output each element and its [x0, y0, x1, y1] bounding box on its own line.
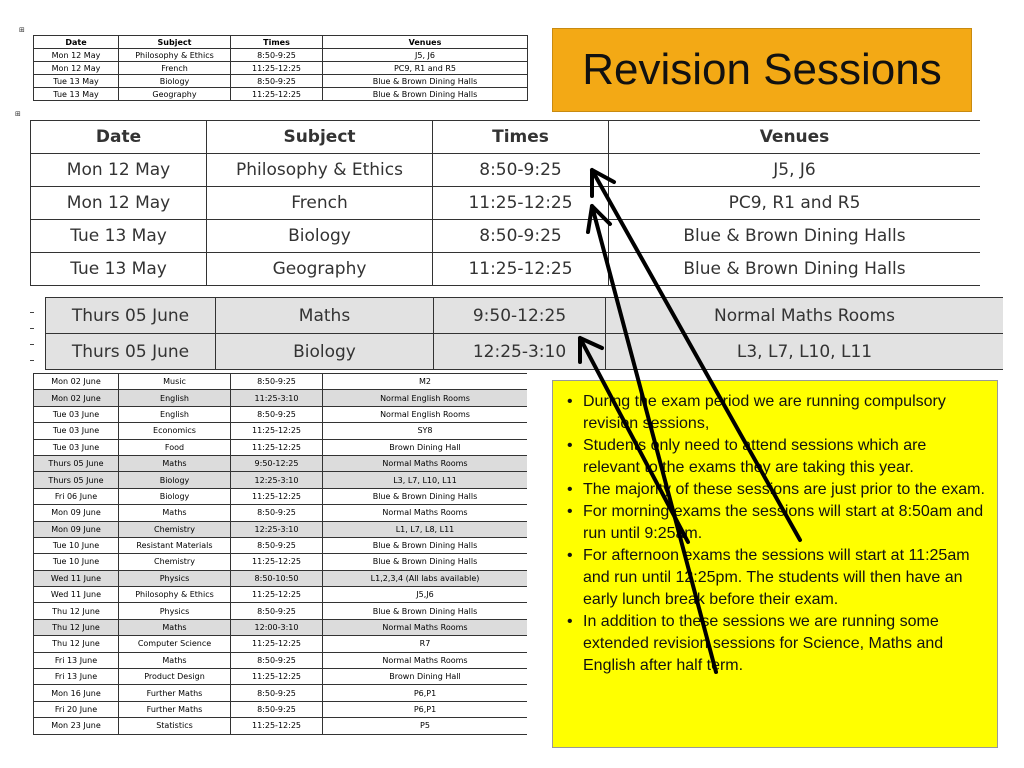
- cell-date: Fri 06 June: [34, 488, 119, 504]
- table-row: [34, 472, 528, 488]
- cell-times: 11:25-12:25: [231, 423, 323, 439]
- cell-times: 12:00-3:10: [231, 619, 323, 635]
- table-row: [34, 701, 528, 717]
- cell-subject: Chemistry: [119, 554, 231, 570]
- cell-venue: Blue & Brown Dining Halls: [323, 603, 528, 619]
- list-item: • The majority of these sessions are just prior to the exam.: [563, 479, 987, 501]
- table-row: [34, 603, 528, 619]
- cell-subject: Maths: [119, 455, 231, 471]
- cell-subject: Philosophy & Ethics: [207, 154, 433, 187]
- cell-venue: Normal English Rooms: [323, 406, 528, 422]
- cell-date: Mon 23 June: [34, 718, 119, 734]
- cell-date: Wed 11 June: [34, 587, 119, 603]
- cell-date: Mon 16 June: [34, 685, 119, 701]
- header-times: Times: [231, 36, 323, 49]
- table-row: [34, 423, 528, 439]
- cell-date: Thurs 05 June: [34, 472, 119, 488]
- cell-subject: Geography: [119, 88, 231, 101]
- table-row: [34, 374, 528, 390]
- cell-date: Fri 13 June: [34, 652, 119, 668]
- table-edge-tick: [30, 360, 34, 361]
- cell-venue: Blue & Brown Dining Halls: [323, 537, 528, 553]
- top-schedule-table: [33, 35, 528, 101]
- cell-subject: Further Maths: [119, 685, 231, 701]
- cell-subject: Chemistry: [119, 521, 231, 537]
- cell-subject: Further Maths: [119, 701, 231, 717]
- cell-venue: J5, J6: [609, 154, 981, 187]
- cell-date: Thurs 05 June: [46, 334, 216, 370]
- cell-venue: Normal Maths Rooms: [606, 298, 1004, 334]
- table-row: [34, 505, 528, 521]
- cell-times: 11:25-12:25: [433, 187, 609, 220]
- table-row: [34, 669, 528, 685]
- cell-times: 8:50-9:25: [231, 374, 323, 390]
- table-row: [34, 718, 528, 734]
- cell-subject: Music: [119, 374, 231, 390]
- table-row: [34, 521, 528, 537]
- cell-date: Thurs 05 June: [46, 298, 216, 334]
- cell-times: 8:50-9:25: [231, 603, 323, 619]
- table-row: [34, 406, 528, 422]
- cell-date: Tue 13 May: [34, 88, 119, 101]
- cell-subject: Biology: [207, 220, 433, 253]
- cell-times: 12:25-3:10: [231, 472, 323, 488]
- cell-subject: Maths: [119, 652, 231, 668]
- cell-subject: Philosophy & Ethics: [119, 49, 231, 62]
- cell-date: Mon 02 June: [34, 374, 119, 390]
- cell-date: Tue 10 June: [34, 537, 119, 553]
- cell-subject: Biology: [216, 334, 434, 370]
- table-row: [31, 220, 981, 253]
- cell-subject: Physics: [119, 570, 231, 586]
- cell-venue: P6,P1: [323, 701, 528, 717]
- cell-subject: English: [119, 390, 231, 406]
- cell-venue: Blue & Brown Dining Halls: [323, 75, 528, 88]
- cell-subject: Food: [119, 439, 231, 455]
- cell-venue: M2: [323, 374, 528, 390]
- cell-subject: Computer Science: [119, 636, 231, 652]
- page-title: Revision Sessions: [582, 45, 942, 94]
- cell-venue: SY8: [323, 423, 528, 439]
- cell-venue: Brown Dining Hall: [323, 669, 528, 685]
- cell-venue: PC9, R1 and R5: [609, 187, 981, 220]
- cell-date: Tue 10 June: [34, 554, 119, 570]
- cell-times: 11:25-12:25: [231, 554, 323, 570]
- cell-times: 12:25-3:10: [434, 334, 606, 370]
- notes-box: [552, 380, 998, 748]
- table-row: [34, 685, 528, 701]
- cell-date: Thu 12 June: [34, 603, 119, 619]
- cell-subject: Maths: [119, 505, 231, 521]
- cell-venue: Blue & Brown Dining Halls: [323, 88, 528, 101]
- table-row: [34, 619, 528, 635]
- header-times: Times: [433, 121, 609, 154]
- table-edge-tick: [30, 328, 34, 329]
- table-edge-tick: [30, 312, 34, 313]
- cell-times: 8:50-9:25: [231, 701, 323, 717]
- top-table-header: [34, 36, 528, 49]
- table-edge-tick: [30, 344, 34, 345]
- cell-times: 12:25-3:10: [231, 521, 323, 537]
- notes-list: [553, 381, 997, 677]
- cell-date: Thurs 05 June: [34, 455, 119, 471]
- table-row: [46, 334, 1004, 370]
- table-row: [34, 587, 528, 603]
- cell-venue: Normal Maths Rooms: [323, 652, 528, 668]
- header-subject: Subject: [119, 36, 231, 49]
- cell-venue: L3, L7, L10, L11: [323, 472, 528, 488]
- cell-date: Mon 12 May: [31, 154, 207, 187]
- table-row: [34, 488, 528, 504]
- cell-venue: Blue & Brown Dining Halls: [609, 253, 981, 286]
- zoom-table-panel-june: [45, 297, 1003, 371]
- cell-date: Mon 12 May: [34, 49, 119, 62]
- cell-venue: Blue & Brown Dining Halls: [609, 220, 981, 253]
- table-row: [34, 49, 528, 62]
- cell-times: 11:25-12:25: [231, 718, 323, 734]
- table-row: [34, 88, 528, 101]
- table-row: [34, 62, 528, 75]
- cell-times: 8:50-9:25: [231, 505, 323, 521]
- cell-venue: PC9, R1 and R5: [323, 62, 528, 75]
- cell-venue: P6,P1: [323, 685, 528, 701]
- cell-times: 8:50-9:25: [231, 537, 323, 553]
- cell-date: Tue 13 May: [31, 253, 207, 286]
- cell-times: 8:50-9:25: [231, 652, 323, 668]
- cell-times: 8:50-10:50: [231, 570, 323, 586]
- header-date: Date: [34, 36, 119, 49]
- list-item: • For afternoon exams the sessions will start at 11:25am and run until 12:25pm. The students will then have an early lunch break before their exam.: [563, 545, 987, 611]
- cell-date: Tue 13 May: [31, 220, 207, 253]
- list-item: • For morning exams the sessions will start at 8:50am and run until 9:25am.: [563, 501, 987, 545]
- cell-times: 9:50-12:25: [231, 455, 323, 471]
- cell-times: 11:25-12:25: [231, 88, 323, 101]
- cell-times: 11:25-12:25: [231, 636, 323, 652]
- cell-venue: Blue & Brown Dining Halls: [323, 488, 528, 504]
- cell-subject: Statistics: [119, 718, 231, 734]
- cell-venue: Blue & Brown Dining Halls: [323, 554, 528, 570]
- cell-subject: French: [207, 187, 433, 220]
- table-row: [34, 455, 528, 471]
- table-row: [31, 154, 981, 187]
- cell-date: Tue 13 May: [34, 75, 119, 88]
- cell-times: 11:25-12:25: [231, 488, 323, 504]
- table-row: [34, 652, 528, 668]
- cell-date: Tue 03 June: [34, 423, 119, 439]
- zoom-table-panel: [30, 120, 980, 298]
- list-item: • Students only need to attend sessions which are relevant to the exams they are taking this year.: [563, 435, 987, 479]
- cell-subject: Maths: [119, 619, 231, 635]
- cell-venue: Normal Maths Rooms: [323, 619, 528, 635]
- cell-date: Mon 12 May: [31, 187, 207, 220]
- cell-date: Tue 03 June: [34, 406, 119, 422]
- table-row: [34, 439, 528, 455]
- zoom-schedule-table: [30, 120, 980, 286]
- cell-subject: Resistant Materials: [119, 537, 231, 553]
- cell-date: Tue 03 June: [34, 439, 119, 455]
- cell-subject: Maths: [216, 298, 434, 334]
- header-venues: Venues: [323, 36, 528, 49]
- cell-times: 8:50-9:25: [231, 75, 323, 88]
- table-anchor-icon: ⊞: [15, 110, 21, 118]
- cell-times: 8:50-9:25: [231, 49, 323, 62]
- cell-subject: French: [119, 62, 231, 75]
- table-anchor-icon: ⊞: [19, 26, 25, 34]
- table-row: [46, 298, 1004, 334]
- table-row: [34, 636, 528, 652]
- cell-times: 11:25-12:25: [231, 587, 323, 603]
- cell-venue: P5: [323, 718, 528, 734]
- cell-times: 11:25-12:25: [231, 669, 323, 685]
- header-subject: Subject: [207, 121, 433, 154]
- cell-date: Fri 13 June: [34, 669, 119, 685]
- zoom-table-header: [31, 121, 981, 154]
- cell-times: 8:50-9:25: [433, 220, 609, 253]
- cell-times: 9:50-12:25: [434, 298, 606, 334]
- cell-venue: J5, J6: [323, 49, 528, 62]
- table-row: [34, 570, 528, 586]
- cell-venue: R7: [323, 636, 528, 652]
- cell-date: Wed 11 June: [34, 570, 119, 586]
- cell-venue: L1, L7, L8, L11: [323, 521, 528, 537]
- cell-subject: Biology: [119, 75, 231, 88]
- cell-venue: Normal Maths Rooms: [323, 455, 528, 471]
- june-schedule-table: [33, 373, 527, 735]
- cell-date: Mon 02 June: [34, 390, 119, 406]
- table-row: [34, 554, 528, 570]
- cell-subject: Economics: [119, 423, 231, 439]
- cell-subject: Philosophy & Ethics: [119, 587, 231, 603]
- table-row: [34, 537, 528, 553]
- table-row: [34, 75, 528, 88]
- list-item: • During the exam period we are running compulsory revision sessions,: [563, 391, 987, 435]
- cell-subject: English: [119, 406, 231, 422]
- cell-subject: Product Design: [119, 669, 231, 685]
- header-venues: Venues: [609, 121, 981, 154]
- zoom-schedule-table-june: [45, 297, 1003, 370]
- cell-date: Mon 09 June: [34, 505, 119, 521]
- cell-venue: Normal English Rooms: [323, 390, 528, 406]
- cell-venue: L3, L7, L10, L11: [606, 334, 1004, 370]
- cell-venue: L1,2,3,4 (All labs available): [323, 570, 528, 586]
- cell-date: Mon 12 May: [34, 62, 119, 75]
- table-row: [31, 187, 981, 220]
- cell-venue: J5,J6: [323, 587, 528, 603]
- cell-date: Fri 20 June: [34, 701, 119, 717]
- cell-times: 11:25-12:25: [231, 439, 323, 455]
- cell-times: 11:25-12:25: [433, 253, 609, 286]
- cell-subject: Geography: [207, 253, 433, 286]
- cell-times: 8:50-9:25: [433, 154, 609, 187]
- title-banner: [552, 28, 972, 112]
- cell-date: Thu 12 June: [34, 636, 119, 652]
- list-item: • In addition to these sessions we are running some extended revision sessions for Science, Maths and English after half term.: [563, 611, 987, 677]
- cell-times: 8:50-9:25: [231, 685, 323, 701]
- cell-subject: Biology: [119, 488, 231, 504]
- table-row: [31, 253, 981, 286]
- cell-venue: Normal Maths Rooms: [323, 505, 528, 521]
- cell-date: Thu 12 June: [34, 619, 119, 635]
- cell-times: 11:25-12:25: [231, 62, 323, 75]
- cell-subject: Physics: [119, 603, 231, 619]
- cell-times: 8:50-9:25: [231, 406, 323, 422]
- cell-venue: Brown Dining Hall: [323, 439, 528, 455]
- cell-date: Mon 09 June: [34, 521, 119, 537]
- cell-subject: Biology: [119, 472, 231, 488]
- cell-times: 11:25-3:10: [231, 390, 323, 406]
- header-date: Date: [31, 121, 207, 154]
- table-row: [34, 390, 528, 406]
- june-schedule-panel: [33, 373, 527, 748]
